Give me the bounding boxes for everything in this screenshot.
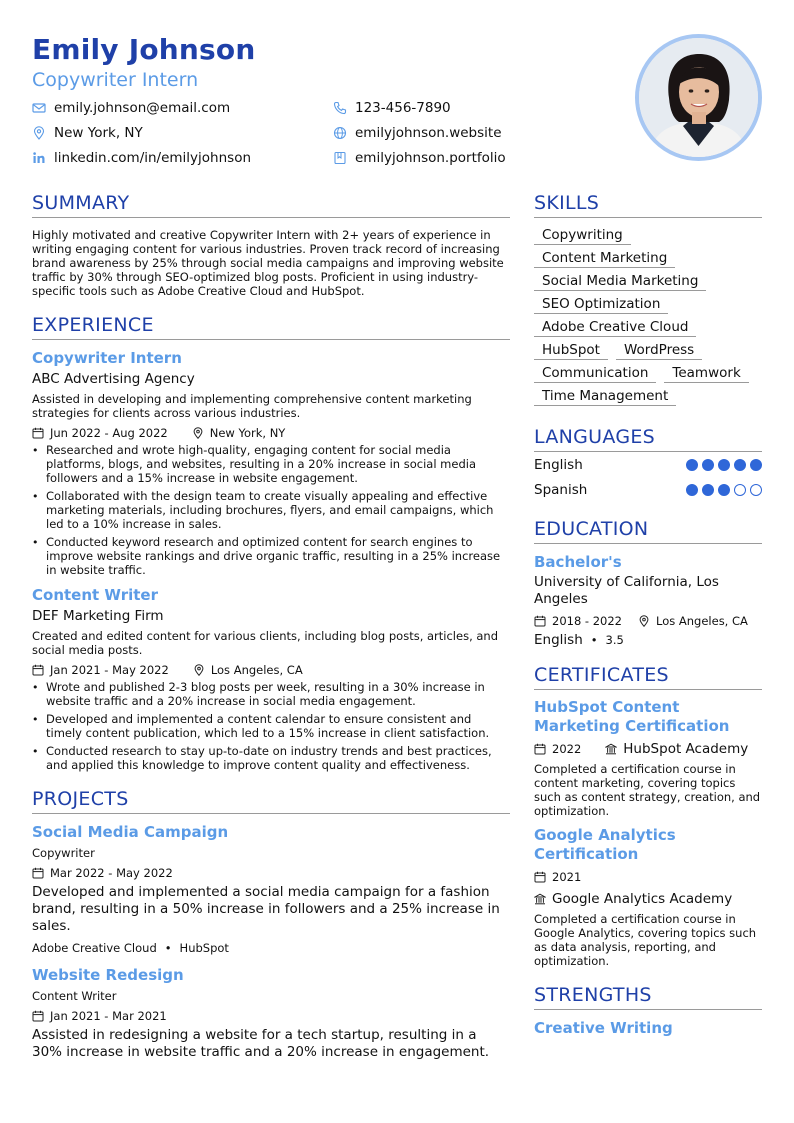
school-name: University of California, Los Angeles	[534, 574, 719, 607]
language-row	[534, 477, 762, 502]
skill-tag: WordPress	[616, 341, 702, 360]
certificate-name: HubSpot Content Marketing Certification	[534, 698, 730, 735]
project-role: Content Writer	[32, 989, 117, 1003]
projects-section	[32, 786, 510, 1061]
linkedin-icon	[32, 151, 46, 165]
location-pin-icon	[193, 664, 205, 676]
certificates-section	[534, 662, 762, 968]
certificate-entry	[534, 826, 762, 968]
project-entry	[32, 822, 510, 955]
job-location: New York, NY	[209, 425, 286, 440]
certificate-year: 2021	[552, 870, 582, 884]
skills-list	[534, 226, 762, 410]
location-pin-icon	[32, 126, 46, 140]
languages-section	[534, 424, 762, 502]
summary-section	[32, 190, 510, 298]
resume-header	[32, 32, 762, 172]
list-item: • Researched and wrote high-quality, engaging content for social media platforms, blogs, and websites, resulting in a 20% increase in social media followers and a 15% increase in website engagement.	[32, 443, 510, 485]
right-column	[534, 190, 762, 1052]
email-icon	[32, 101, 46, 115]
skill-tag: Time Management	[534, 387, 676, 406]
language-name: Spanish	[534, 481, 588, 498]
calendar-icon	[534, 743, 546, 755]
job-location: Los Angeles, CA	[210, 662, 303, 677]
issuer-name: HubSpot Academy	[623, 741, 749, 757]
list-item: • Conducted keyword research and optimized content for search engines to improve website rankings and drive organic traffic, resulting in a 25% increase in website traffic.	[32, 535, 510, 577]
location-pin-icon	[192, 427, 204, 439]
contact-portfolio[interactable]	[333, 148, 592, 167]
job-description: Assisted in developing and implementing comprehensive content marketing strategies for clients across various industries.	[32, 392, 472, 420]
profile-photo-image	[639, 38, 758, 157]
skill-tag: Social Media Marketing	[534, 272, 706, 291]
project-description: Developed and implemented a social media campaign for a fashion brand, resulting in a 50% increase in followers and a 25% increase in sales.	[32, 884, 500, 934]
contact-location	[32, 123, 333, 142]
contact-email[interactable]	[32, 98, 333, 117]
candidate-title: Copywriter Intern	[32, 69, 199, 91]
portfolio-text: emilyjohnson.portfolio	[355, 149, 506, 166]
list-item: • Wrote and published 2-3 blog posts per week, resulting in a 30% increase in website traffic and a 20% increase in social media engagement.	[32, 680, 510, 708]
job-dates: Jan 2021 - May 2022	[50, 662, 169, 677]
contact-linkedin[interactable]	[32, 148, 333, 167]
bookmark-icon	[333, 151, 347, 165]
job-bullets	[32, 680, 510, 772]
job-title: Copywriter Intern	[32, 349, 182, 367]
location-text: New York, NY	[54, 124, 143, 141]
globe-icon	[333, 126, 347, 140]
skill-tag: SEO Optimization	[534, 295, 668, 314]
institution-icon	[605, 743, 617, 755]
project-meta	[32, 865, 510, 880]
project-meta	[32, 1008, 510, 1023]
project-entry	[32, 965, 510, 1061]
certificate-issuer	[605, 741, 748, 757]
language-level-dots	[682, 459, 762, 471]
job-title: Content Writer	[32, 586, 158, 604]
certificate-entry	[534, 698, 762, 818]
experience-section	[32, 312, 510, 772]
skill-tag: Teamwork	[664, 364, 748, 383]
calendar-icon	[32, 1010, 44, 1022]
language-row	[534, 452, 762, 477]
experience-entry	[32, 348, 510, 577]
level-dot-filled	[750, 459, 762, 471]
certificate-year: 2022	[552, 742, 582, 756]
projects-heading: PROJECTS	[32, 786, 510, 814]
certificate-meta	[534, 868, 762, 886]
level-dot-filled	[718, 459, 730, 471]
level-dot-filled	[718, 484, 730, 496]
job-meta	[32, 425, 510, 440]
education-section	[534, 516, 762, 648]
strengths-heading: STRENGTHS	[534, 982, 762, 1010]
list-item: • Collaborated with the design team to create visually appealing and effective marketing materials, including brochures, flyers, and email campaigns, which led to a 10% increase in sales.	[32, 489, 510, 531]
institution-icon	[534, 893, 546, 905]
project-title: Website Redesign	[32, 966, 184, 984]
certificate-issuer	[534, 891, 732, 907]
level-dot-empty	[750, 484, 762, 496]
left-column	[32, 190, 510, 1075]
field-of-study: English	[534, 632, 583, 648]
candidate-name: Emily Johnson	[32, 33, 256, 66]
project-role: Copywriter	[32, 846, 95, 860]
languages-heading: LANGUAGES	[534, 424, 762, 452]
language-level-dots	[682, 484, 762, 496]
tool-separator: •	[164, 941, 172, 955]
project-tools	[32, 941, 510, 955]
gpa: 3.5	[605, 633, 624, 647]
education-meta	[534, 614, 762, 628]
project-title: Social Media Campaign	[32, 823, 229, 841]
company-name: DEF Marketing Firm	[32, 608, 164, 624]
job-meta	[32, 662, 510, 677]
job-bullets	[32, 443, 510, 577]
skill-tag: Copywriting	[534, 226, 631, 245]
project-description: Assisted in redesigning a website for a tech startup, resulting in a 30% increase in website traffic and a 20% increase in engagement.	[32, 1027, 490, 1060]
calendar-icon	[32, 867, 44, 879]
issuer-name: Google Analytics Academy	[552, 891, 733, 907]
level-dot-filled	[686, 484, 698, 496]
project-tool: Adobe Creative Cloud	[32, 941, 157, 955]
education-location: Los Angeles, CA	[656, 614, 748, 628]
skill-tag: HubSpot	[534, 341, 608, 360]
certificates-heading: CERTIFICATES	[534, 662, 762, 690]
certificate-issuer-row	[534, 890, 762, 908]
education-field-gpa	[534, 632, 762, 648]
skill-tag: Communication	[534, 364, 656, 383]
website-text: emilyjohnson.website	[355, 124, 502, 141]
project-dates: Mar 2022 - May 2022	[50, 865, 173, 880]
degree: Bachelor's	[534, 553, 622, 571]
contact-website[interactable]	[333, 123, 592, 142]
profile-photo	[635, 34, 762, 161]
strength-item: Creative Writing	[534, 1019, 673, 1037]
certificate-meta	[534, 740, 762, 758]
phone-text: 123-456-7890	[355, 99, 451, 116]
level-dot-filled	[734, 459, 746, 471]
level-dot-empty	[734, 484, 746, 496]
calendar-icon	[534, 871, 546, 883]
summary-text: Highly motivated and creative Copywriter Intern with 2+ years of experience in writing engaging content for various industries. Proven track record of increasing brand awareness by 25% through social media campaigns and improving website traffic by 30% through SEO-optimized blog posts. Proficient in using industry-specific tools such as Adobe Creative Cloud and HubSpot.	[32, 228, 504, 298]
experience-entry	[32, 585, 510, 772]
calendar-icon	[534, 615, 546, 627]
linkedin-text: linkedin.com/in/emilyjohnson	[54, 149, 252, 166]
skill-tag: Content Marketing	[534, 249, 675, 268]
project-dates: Jan 2021 - Mar 2021	[50, 1008, 167, 1023]
certificate-description: Completed a certification course in content marketing, covering topics such as content strategy, creation, and optimization.	[534, 762, 761, 818]
level-dot-filled	[686, 459, 698, 471]
contact-phone[interactable]	[333, 98, 592, 117]
job-description: Created and edited content for various clients, including blog posts, articles, and social media posts.	[32, 629, 499, 657]
certificate-description: Completed a certification course in Google Analytics, covering topics such as data analysis, reporting, and optimization.	[534, 912, 757, 968]
strengths-section	[534, 982, 762, 1038]
list-item: • Conducted research to stay up-to-date on industry trends and best practices, and applied this knowledge to improve content quality and effectiveness.	[32, 744, 510, 772]
skills-section	[534, 190, 762, 410]
summary-heading: SUMMARY	[32, 190, 510, 218]
calendar-icon	[32, 427, 44, 439]
location-pin-icon	[638, 615, 650, 627]
level-dot-filled	[702, 459, 714, 471]
phone-icon	[333, 101, 347, 115]
education-dates: 2018 - 2022	[552, 614, 622, 628]
list-item: • Developed and implemented a content calendar to ensure consistent and timely content publication, which led to a 15% increase in client satisfaction.	[32, 712, 510, 740]
company-name: ABC Advertising Agency	[32, 371, 195, 387]
certificate-name: Google Analytics Certification	[534, 826, 676, 863]
level-dot-filled	[702, 484, 714, 496]
experience-heading: EXPERIENCE	[32, 312, 510, 340]
education-heading: EDUCATION	[534, 516, 762, 544]
gpa-separator: •	[590, 633, 598, 647]
contact-list	[32, 98, 592, 167]
job-dates: Jun 2022 - Aug 2022	[50, 425, 168, 440]
language-name: English	[534, 456, 583, 473]
calendar-icon	[32, 664, 44, 676]
skill-tag: Adobe Creative Cloud	[534, 318, 696, 337]
skills-heading: SKILLS	[534, 190, 762, 218]
project-tool: HubSpot	[179, 941, 229, 955]
email-text: emily.johnson@email.com	[54, 99, 231, 116]
